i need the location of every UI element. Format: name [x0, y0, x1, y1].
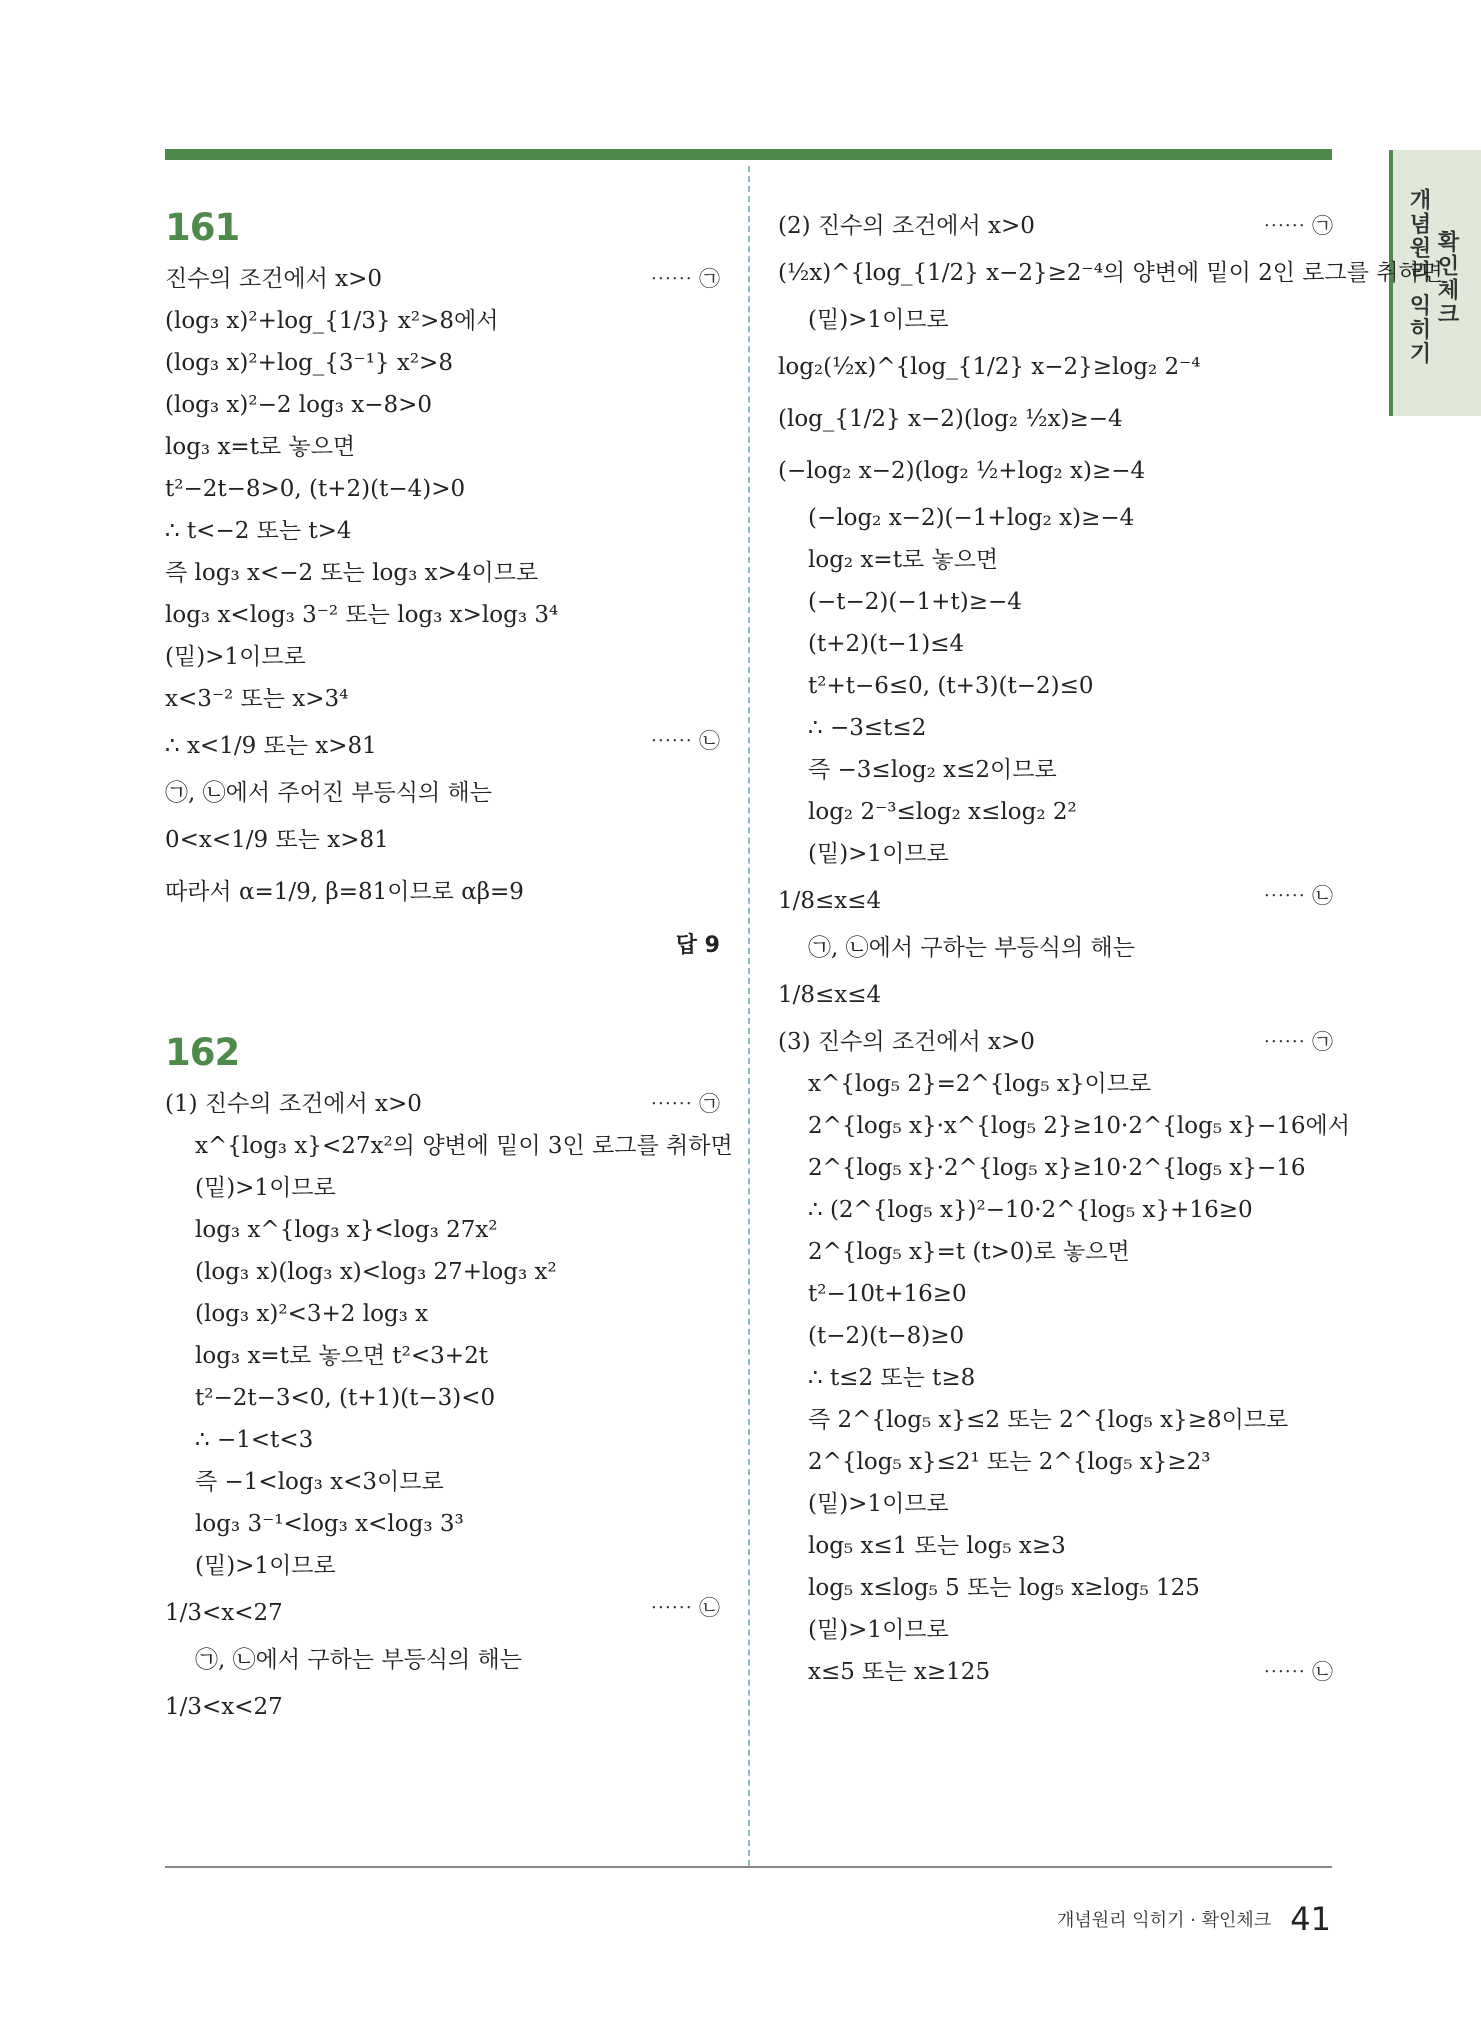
solution-line: t²−10t+16≥0: [808, 1281, 967, 1307]
equation-marker: ⋯⋯ ㉠: [650, 1092, 720, 1116]
solution-line: (½x)^{log_{1/2} x−2}≥2⁻⁴의 양변에 밑이 2인 로그를 취하면: [778, 260, 1443, 286]
solution-line: 따라서 α=1/9, β=81이므로 αβ=9: [165, 879, 524, 905]
solution-line: (1) 진수의 조건에서 x>0 ⋯⋯ ㉠: [165, 1083, 720, 1125]
solution-line: log₃ x=t로 놓으면 t²<3+2t: [195, 1343, 488, 1369]
solution-line: (밑)>1이므로: [808, 307, 949, 333]
solution-line: 2^{log₅ x}·2^{log₅ x}≥10·2^{log₅ x}−16: [808, 1155, 1306, 1181]
side-tab-line2: 확인체크: [1434, 230, 1459, 326]
solution-line: log₃ x^{log₃ x}<log₃ 27x²: [195, 1217, 498, 1243]
column-divider: [748, 166, 750, 1866]
solution-line: log₂(½x)^{log_{1/2} x−2}≥log₂ 2⁻⁴: [778, 354, 1201, 380]
solution-line: ∴ t≤2 또는 t≥8: [808, 1365, 976, 1391]
solution-line: ㉠, ㉡에서 구하는 부등식의 해는: [808, 935, 1135, 961]
solution-line: x^{log₃ x}<27x²의 양변에 밑이 3인 로그를 취하면: [195, 1133, 733, 1159]
solution-line: 1/8≤x≤4: [778, 982, 882, 1008]
footer-section-title: 개념원리 익히기 · 확인체크: [1057, 1910, 1272, 1931]
solution-line: ㉠, ㉡에서 구하는 부등식의 해는: [195, 1647, 522, 1673]
solution-line: x≤5 또는 x≥125 ⋯⋯ ㉡: [778, 1651, 1333, 1693]
equation-marker: ⋯⋯ ㉡: [650, 1596, 720, 1620]
solution-line: 즉 −3≤log₂ x≤2이므로: [808, 757, 1057, 783]
solution-line: (log₃ x)²<3+2 log₃ x: [195, 1301, 429, 1327]
equation-marker: ⋯⋯ ㉡: [650, 729, 720, 753]
solution-line: t²−2t−8>0, (t+2)(t−4)>0: [165, 476, 466, 502]
answer-161: 답 9: [675, 933, 720, 958]
solution-line: (t−2)(t−8)≥0: [808, 1323, 965, 1349]
solution-line: ∴ −1<t<3: [195, 1427, 314, 1453]
solution-line: (log₃ x)(log₃ x)<log₃ 27+log₃ x²: [195, 1259, 557, 1285]
solution-line: (3) 진수의 조건에서 x>0 ⋯⋯ ㉠: [778, 1021, 1333, 1063]
solution-line: x^{log₅ 2}=2^{log₅ x}이므로: [808, 1071, 1152, 1097]
solution-line: t²+t−6≤0, (t+3)(t−2)≤0: [808, 673, 1094, 699]
solution-line: 즉 log₃ x<−2 또는 log₃ x>4이므로: [165, 560, 539, 586]
equation-marker: ⋯⋯ ㉠: [650, 267, 720, 291]
solution-line: (−t−2)(−1+t)≥−4: [808, 589, 1022, 615]
solution-line: ∴ t<−2 또는 t>4: [165, 518, 352, 544]
problem-number-161: 161: [165, 206, 240, 249]
solution-line: ∴ x<1/9 또는 x>81 ⋯⋯ ㉡: [165, 720, 720, 772]
solution-line: 2^{log₅ x}·x^{log₅ 2}≥10·2^{log₅ x}−16에서: [808, 1113, 1350, 1139]
solution-line: (−log₂ x−2)(log₂ ½+log₂ x)≥−4: [778, 458, 1146, 484]
solution-line: 1/8≤x≤4 ⋯⋯ ㉡: [778, 875, 1333, 927]
solution-line: ∴ −3≤t≤2: [808, 715, 927, 741]
solution-line: (log₃ x)²−2 log₃ x−8>0: [165, 392, 433, 418]
solution-line: ㉠, ㉡에서 주어진 부등식의 해는: [165, 780, 492, 806]
solution-line: (log₃ x)²+log_{1/3} x²>8에서: [165, 308, 499, 334]
solution-line: (−log₂ x−2)(−1+log₂ x)≥−4: [808, 505, 1135, 531]
solution-line: 2^{log₅ x}≤2¹ 또는 2^{log₅ x}≥2³: [808, 1449, 1211, 1475]
solution-line: log₂ 2⁻³≤log₂ x≤log₂ 2²: [808, 799, 1077, 825]
solution-line: 즉 2^{log₅ x}≤2 또는 2^{log₅ x}≥8이므로: [808, 1407, 1289, 1433]
problem-number-162: 162: [165, 1031, 240, 1074]
solution-line: t²−2t−3<0, (t+1)(t−3)<0: [195, 1385, 496, 1411]
solution-line: log₅ x≤1 또는 log₅ x≥3: [808, 1533, 1066, 1559]
side-tab-line1: 개념원리 익히기: [1406, 188, 1431, 366]
solution-line: 진수의 조건에서 x>0 ⋯⋯ ㉠: [165, 258, 720, 300]
top-green-bar: [165, 149, 1332, 160]
page-number: 41: [1290, 1900, 1331, 1938]
solution-line: (밑)>1이므로: [195, 1175, 336, 1201]
equation-marker: ⋯⋯ ㉠: [1263, 214, 1333, 238]
solution-line: x<3⁻² 또는 x>3⁴: [165, 686, 349, 712]
solution-line: 1/3<x<27: [165, 1694, 283, 1720]
equation-marker: ⋯⋯ ㉡: [1263, 884, 1333, 908]
solution-line: 0<x<1/9 또는 x>81: [165, 827, 389, 853]
equation-marker: ⋯⋯ ㉡: [1263, 1660, 1333, 1684]
left-column: [165, 200, 733, 1733]
solution-line: 즉 −1<log₃ x<3이므로: [195, 1469, 444, 1495]
solution-line: (밑)>1이므로: [808, 841, 949, 867]
solution-line: (밑)>1이므로: [195, 1553, 336, 1579]
solution-line: log₅ x≤log₅ 5 또는 log₅ x≥log₅ 125: [808, 1575, 1200, 1601]
solution-line: log₃ x=t로 놓으면: [165, 434, 356, 460]
solution-line: (t+2)(t−1)≤4: [808, 631, 965, 657]
page-footer: [1057, 1900, 1331, 1938]
solution-line: (log_{1/2} x−2)(log₂ ½x)≥−4: [778, 406, 1123, 432]
solution-line: (밑)>1이므로: [808, 1491, 949, 1517]
solution-line: 2^{log₅ x}=t (t>0)로 놓으면: [808, 1239, 1130, 1265]
equation-marker: ⋯⋯ ㉠: [1263, 1030, 1333, 1054]
solution-line: log₂ x=t로 놓으면: [808, 547, 999, 573]
solution-line: (밑)>1이므로: [808, 1617, 949, 1643]
solution-line: log₃ 3⁻¹<log₃ x<log₃ 3³: [195, 1511, 464, 1537]
solution-line: log₃ x<log₃ 3⁻² 또는 log₃ x>log₃ 3⁴: [165, 602, 559, 628]
solution-line: (log₃ x)²+log_{3⁻¹} x²>8: [165, 350, 453, 376]
solution-line: (밑)>1이므로: [165, 644, 306, 670]
bottom-rule: [165, 1866, 1332, 1868]
solution-line: 1/3<x<27 ⋯⋯ ㉡: [165, 1587, 720, 1639]
solution-line: ∴ (2^{log₅ x})²−10·2^{log₅ x}+16≥0: [808, 1197, 1253, 1223]
solution-line: (2) 진수의 조건에서 x>0 ⋯⋯ ㉠: [778, 205, 1333, 247]
